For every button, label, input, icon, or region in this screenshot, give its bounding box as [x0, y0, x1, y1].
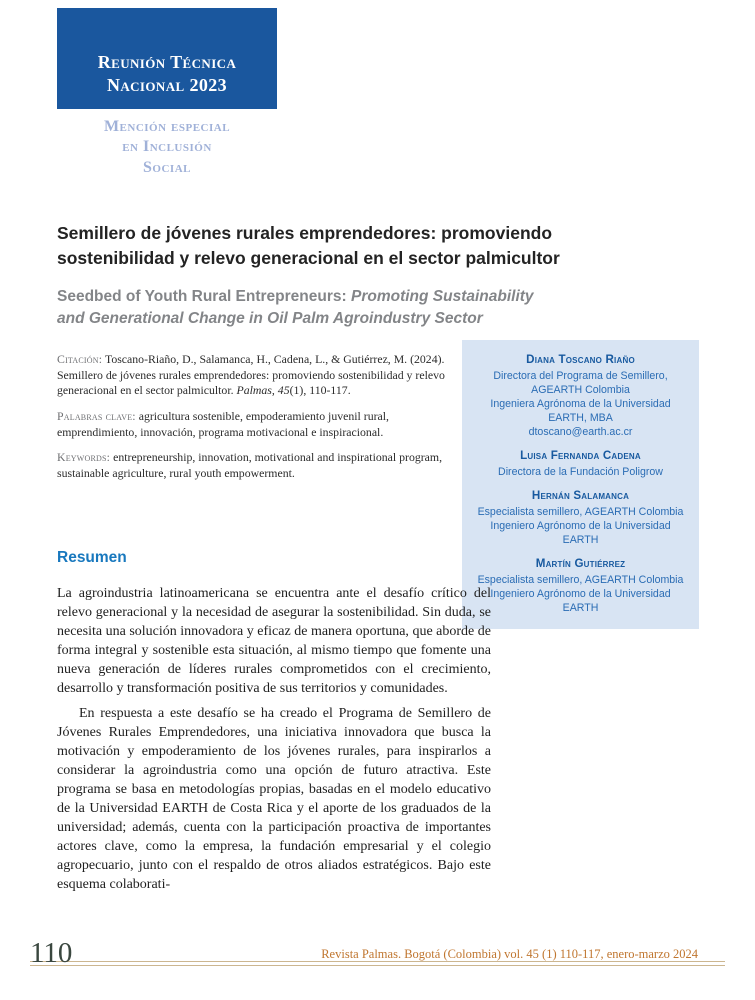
author-block: [472, 556, 689, 615]
keywords-en-label: Keywords:: [57, 450, 111, 465]
section-heading-resumen: Resumen: [57, 549, 127, 566]
special-mention-line2: en Inclusión: [122, 138, 212, 156]
keywords-en-paragraph: [57, 450, 457, 481]
author-name: Martín Gutiérrez: [535, 557, 626, 571]
keywords-es-text: agricultura sostenible, empoderamiento juvenil rural, emprendimiento, innovación, programa motivacional e inspiracional.: [57, 409, 389, 439]
author-degree: Ingeniera Agrónoma de la Universidad EARTH, MBA: [490, 397, 671, 425]
article-title-en-plain: Seedbed of Youth Rural Entrepreneurs:: [57, 288, 351, 305]
resumen-paragraph-2: En respuesta a este desafío se ha creado el Programa de Semillero de Jóvenes Rurales Emprendedores, una iniciativa innovadora que busca la motivación y empoderamiento de los jóvenes rurales, para inspirarlos a considerar la agroindustria como una opción de futuro atractiva. Este programa se basa en metodologías propias, basadas en el modelo educativo de la Universidad EARTH de Costa Rica y el aporte de los graduados de la universidad; además, cuenta con la participación proactiva de importantes actores clave, como la empresa, la fundación empresarial y el colegio agropecuario, junto con el respaldo de otros aliados estratégicos. Bajo este esquema colaborati-: [57, 706, 491, 892]
keywords-en-text: entrepreneurship, innovation, motivational and inspirational program, sustainable agriculture, rural youth empowerment.: [57, 450, 443, 481]
author-role: Directora de la Fundación Poligrow: [498, 466, 663, 478]
author-block: [472, 488, 689, 547]
author-email[interactable]: dtoscano@earth.ac.cr: [528, 426, 633, 439]
author-name: Luisa Fernanda Cadena: [520, 449, 641, 463]
article-title-es: Semillero de jóvenes rurales emprendedores: promoviendo sostenibilidad y relevo generacional en el sector palmicultor: [57, 223, 560, 268]
citation-paragraph: [57, 352, 457, 399]
author-name: Diana Toscano Riaño: [526, 353, 635, 366]
page-footer: [0, 938, 755, 988]
resumen-paragraph-1: La agroindustria latinoamericana se encuentra ante el desafío crítico del relevo generacional y la necesidad de asegurar la sostenibilidad. Sin duda, se necesita una solución innovadora y eficaz de manera oportuna, que aborde de forma integral y sostenible esta situación, al mismo tiempo que fomente una nueva generación de líderes rurales comprometidos con el crecimiento, desarrollo y transformación positiva de sus territorios y comunidades.: [57, 586, 491, 696]
author-block: [472, 352, 689, 439]
citation-label: Citación:: [57, 352, 103, 366]
article-meta: [57, 352, 457, 492]
article-title-en: [57, 286, 562, 329]
special-mention-line1: Mención especial: [103, 118, 231, 135]
special-mention-line3: Social: [143, 158, 191, 176]
citation-journal-name: Palmas, 45: [236, 383, 290, 398]
page-number: 110: [30, 937, 73, 969]
author-role: Directora del Programa de Semillero, AGEARTH Colombia: [493, 369, 668, 396]
special-mention: [57, 117, 277, 178]
author-block: [472, 448, 689, 479]
author-degree: Ingeniero Agrónomo de la Universidad EARTH: [490, 519, 671, 547]
event-badge-line1: Reunión Técnica: [97, 52, 237, 72]
citation-text: Toscano-Riaño, D., Salamanca, H., Cadena, L., & Gutiérrez, M. (2024). Semillero de jóvenes rurales emprendedores: promoviendo sostenibilidad y relevo generacional en el sector palmicultor.: [57, 352, 445, 398]
author-role: Especialista semillero, AGEARTH Colombia: [477, 573, 684, 586]
footer-rule-bottom: [30, 965, 725, 966]
resumen-body: [57, 584, 491, 894]
author-degree: Ingeniero Agrónomo de la Universidad EARTH: [490, 588, 671, 615]
citation-suffix: (1), 110-117.: [289, 383, 351, 398]
journal-citation-line: Revista Palmas. Bogotá (Colombia) vol. 45 (1) 110-117, enero-marzo 2024: [321, 947, 698, 961]
author-name: Hernán Salamanca: [531, 489, 630, 503]
authors-box: [462, 340, 699, 629]
event-badge: [57, 8, 277, 109]
article-title-en-italic: Promoting Sustainability and Generational Change in Oil Palm Agroindustry Sector: [57, 288, 534, 327]
author-role: Especialista semillero, AGEARTH Colombia: [477, 505, 684, 518]
keywords-es-paragraph: [57, 409, 457, 440]
keywords-es-label: Palabras clave:: [57, 409, 136, 424]
event-badge-line2: Nacional 2023: [106, 74, 228, 95]
